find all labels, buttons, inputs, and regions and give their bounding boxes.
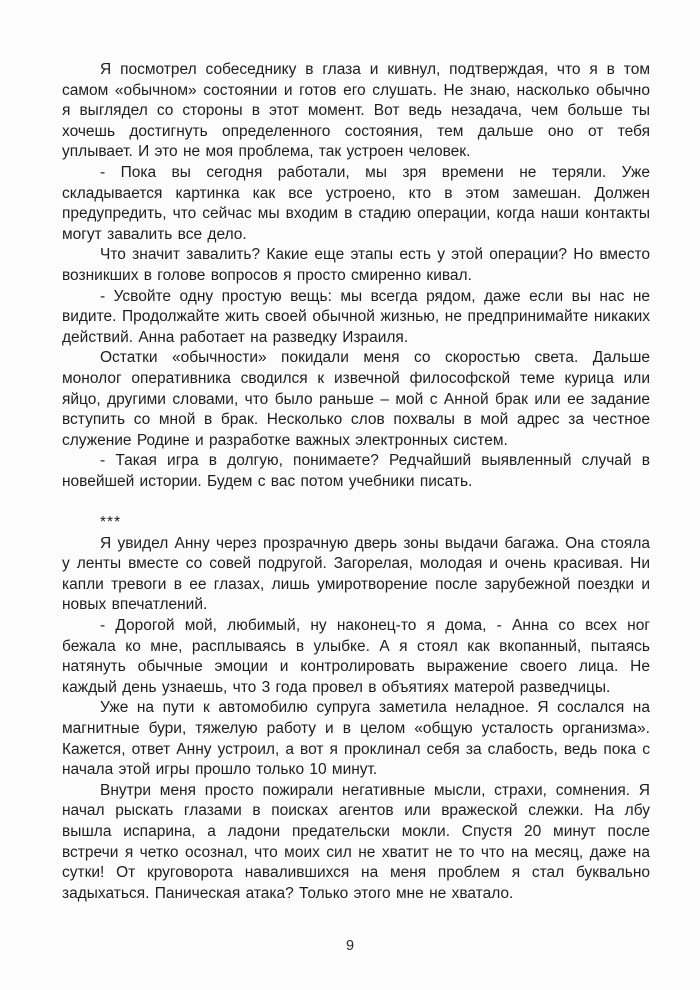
paragraph: Я посмотрел собеседнику в глаза и кивнул, подтверждая, что я в том самом «обычном» состоянии и готов его слушать. Не знаю, насколько обычно я выглядел со стороны в этот момент. Вот ведь незадача, чем больше ты хочешь достигнуть определенного состояния, тем дальше оно от тебя уплывает. И это не моя проблема, так устроен человек. bbox=[62, 61, 650, 161]
paragraph: Внутри меня просто пожирали негативные мысли, страхи, сомнения. Я начал рыскать глазами в поисках агентов или вражеской слежки. На лбу вышла испарина, а ладони предательски мокли. Спустя 20 минут после встречи я четко осознал, что моих сил не хватит не то что на месяц, даже на сутки! От круговорота навалившихся на меня проблем я стал буквально задыхаться. Паническая атака? Только этого мне не хватало. bbox=[62, 781, 650, 902]
section-separator: *** bbox=[100, 514, 122, 532]
paragraph: - Дорогой мой, любимый, ну наконец-то я дома, - Анна со всех ног бежала ко мне, расплываясь в улыбке. А я стоял как вкопанный, пытаясь натянуть обычные эмоции и контролировать выражение своего лица. Не каждый день узнаешь, что 3 года провел в объятиях матерой разведчицы. bbox=[62, 617, 650, 696]
text-block bbox=[62, 60, 650, 904]
paragraph: - Пока вы сегодня работали, мы зря времени не теряли. Уже складывается картинка как все устроено, кто в этом замешан. Должен предупредить, что сейчас мы входим в стадию операции, когда наши контакты могут завалить все дело. bbox=[62, 163, 650, 243]
paragraph: Что значит завалить? Какие еще этапы есть у этой операции? Но вместо возникших в голове вопросов я просто смиренно кивал. bbox=[62, 246, 650, 284]
page-number: 9 bbox=[345, 938, 355, 954]
paragraph: - Такая игра в долгую, понимаете? Редчайший выявленный случай в новейшей истории. Будем с вас потом учебники писать. bbox=[62, 452, 650, 490]
paragraph: Уже на пути к автомобилю супруга заметила неладное. Я сослался на магнитные бури, тяжелую работу и в целом «общую усталость организма». Кажется, ответ Анну устроил, а вот я проклинал себя за слабость, ведь пока с начала этой игры прошло только 10 минут. bbox=[62, 699, 650, 779]
paragraph: Я увидел Анну через прозрачную дверь зоны выдачи багажа. Она стояла у ленты вместе со совей подругой. Загорелая, молодая и очень красивая. Ни капли тревоги в ее глазах, лишь умиротворение после зарубежной поездки и новых впечатлений. bbox=[62, 534, 650, 614]
paragraph: Остатки «обычности» покидали меня со скоростью света. Дальше монолог оперативника сводился к извечной философской теме курица или яйцо, другими словами, что было раньше – мой с Анной брак или ее задание вступить со мной в брак. Несколько слов похвалы в мой адрес за честное служение Родине и разработке важных электронных систем. bbox=[62, 349, 650, 449]
paragraph: - Усвойте одну простую вещь: мы всегда рядом, даже если вы нас не видите. Продолжайте жить своей обычной жизнью, не предпринимайте никаких действий. Анна работает на разведку Израиля. bbox=[62, 287, 650, 346]
